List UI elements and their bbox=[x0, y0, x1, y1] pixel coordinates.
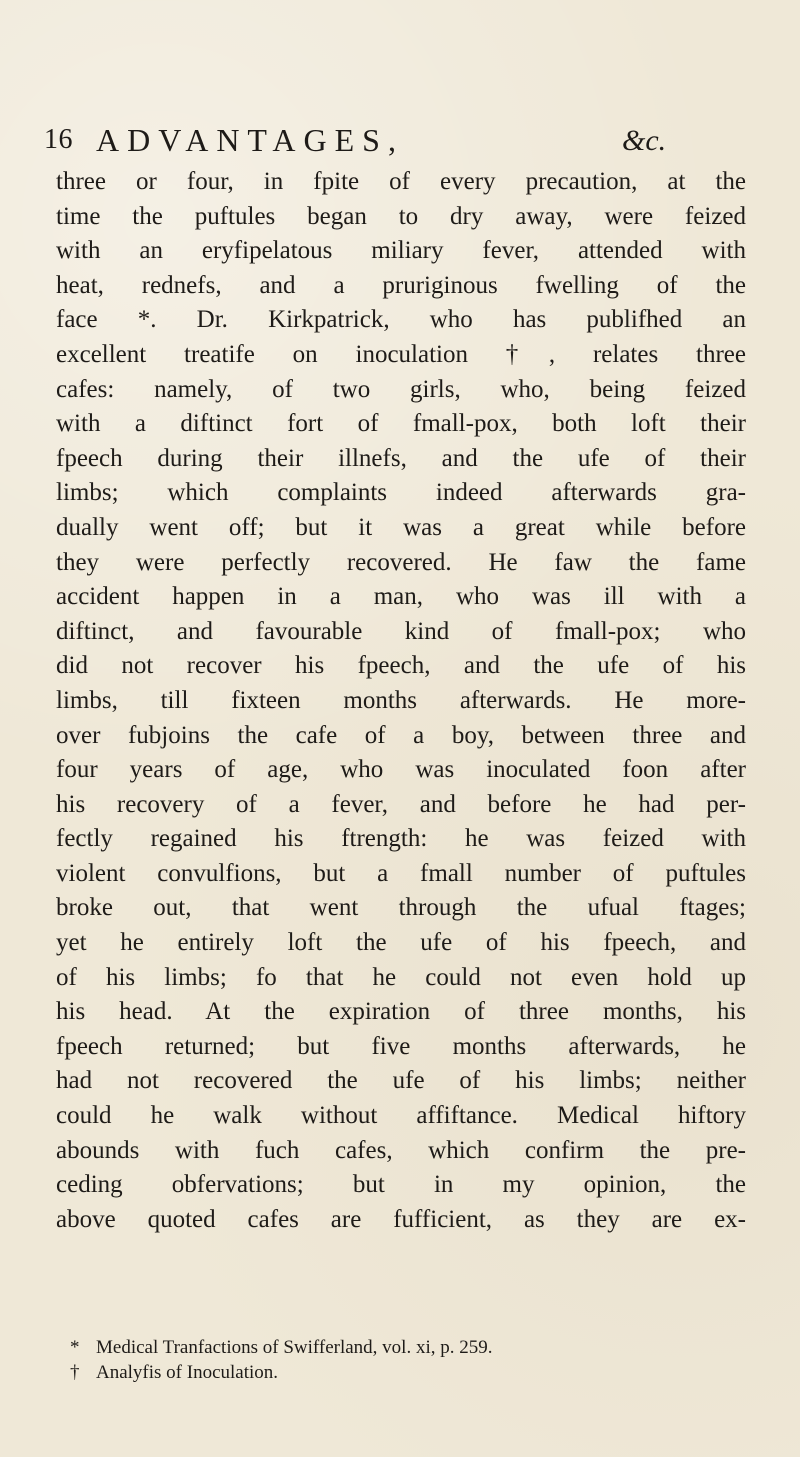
text-line: did not recover his fpeech, and the ufe of his bbox=[56, 652, 746, 680]
text-line: fectly regained his ftrength: he was feized with bbox=[56, 825, 746, 853]
text-line: had not recovered the ufe of his limbs; neither bbox=[56, 1067, 746, 1095]
text-line: fpeech during their illnefs, and the ufe of their bbox=[56, 444, 746, 472]
text-line: of his limbs; fo that he could not even hold up bbox=[56, 963, 746, 991]
text-line: diftinct, and favourable kind of fmall-pox; who bbox=[56, 617, 746, 645]
text-line: limbs, till fixteen months afterwards. He more- bbox=[56, 686, 746, 714]
footnote-marker: † bbox=[70, 1362, 80, 1383]
text-line: four years of age, who was inoculated foon after bbox=[56, 756, 746, 784]
running-title-suffix: &c. bbox=[622, 124, 667, 157]
footnote bbox=[70, 1360, 720, 1385]
text-line: broke out, that went through the ufual ftages; bbox=[56, 894, 746, 922]
body-text bbox=[56, 165, 746, 1237]
text-line: violent convulfions, but a fmall number of puftules bbox=[56, 859, 746, 887]
text-line: time the puftules began to dry away, were feized bbox=[56, 202, 746, 230]
running-title: ADVANTAGES, bbox=[96, 122, 404, 158]
text-line: over fubjoins the cafe of a boy, between three and bbox=[56, 721, 746, 749]
page-header bbox=[44, 120, 744, 164]
text-line: fpeech returned; but five months afterwards, he bbox=[56, 1032, 746, 1060]
text-line: they were perfectly recovered. He faw the fame bbox=[56, 548, 746, 576]
footnote-text: Analyfis of Inoculation. bbox=[96, 1362, 279, 1383]
text-line: ceding obfervations; but in my opinion, the bbox=[56, 1171, 746, 1199]
text-line: accident happen in a man, who was ill with a bbox=[56, 583, 746, 611]
text-line: face *. Dr. Kirkpatrick, who has publifhed an bbox=[56, 306, 746, 334]
footnote-marker: * bbox=[70, 1337, 80, 1358]
text-line: yet he entirely loft the ufe of his fpeech, and bbox=[56, 929, 746, 957]
text-line: his recovery of a fever, and before he had per- bbox=[56, 790, 746, 818]
text-line: with a diftinct fort of fmall-pox, both loft their bbox=[56, 410, 746, 438]
text-line: his head. At the expiration of three months, his bbox=[56, 998, 746, 1026]
page-number: 16 bbox=[44, 124, 73, 155]
text-line: above quoted cafes are fufficient, as they are ex- bbox=[56, 1205, 746, 1233]
footnote bbox=[70, 1335, 720, 1360]
text-line: three or four, in fpite of every precaution, at the bbox=[56, 168, 746, 195]
text-line: heat, rednefs, and a pruriginous fwelling of the bbox=[56, 271, 746, 299]
text-line: cafes: namely, of two girls, who, being feized bbox=[56, 375, 746, 403]
text-line: with an eryfipelatous miliary fever, attended with bbox=[56, 237, 746, 265]
text-line: limbs; which complaints indeed afterwards gra- bbox=[56, 479, 746, 507]
text-line: abounds with fuch cafes, which confirm the pre- bbox=[56, 1136, 746, 1164]
footnote-text: Medical Tranfactions of Swifferland, vol. xi, p. 259. bbox=[96, 1337, 493, 1358]
text-line: dually went off; but it was a great while before bbox=[56, 513, 746, 541]
footnotes bbox=[70, 1335, 720, 1385]
text-line: excellent treatife on inoculation †, relates three bbox=[56, 340, 746, 368]
text-line: could he walk without affiftance. Medical hiftory bbox=[56, 1102, 746, 1130]
